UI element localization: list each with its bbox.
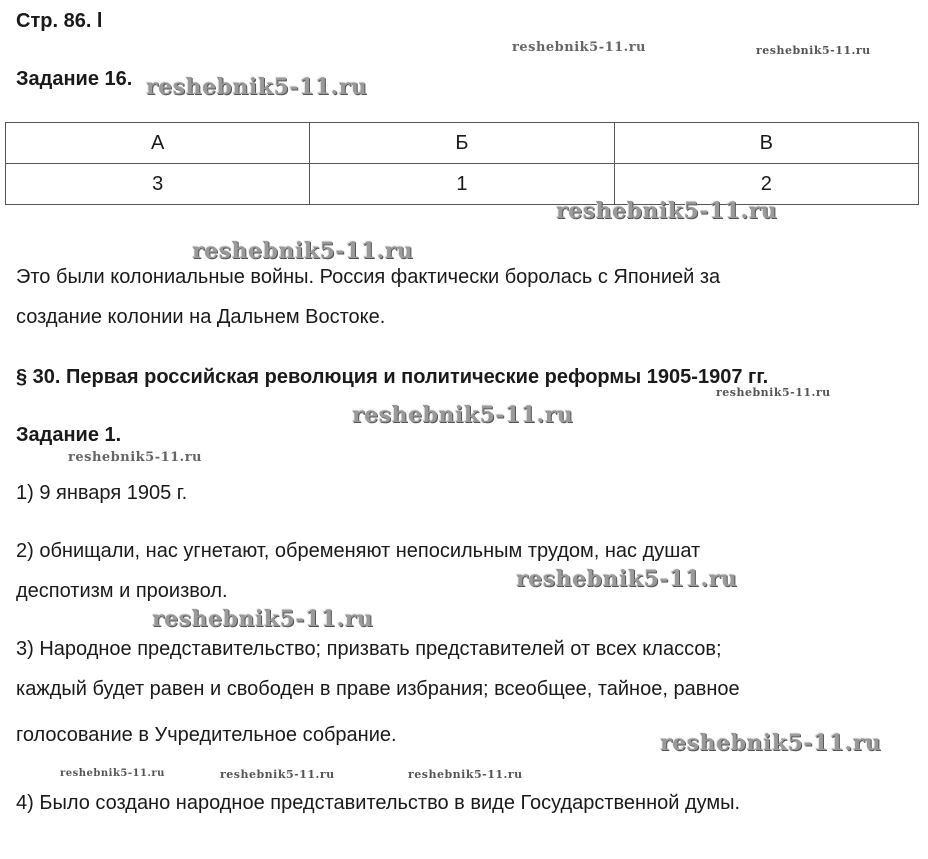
task1-item3-line1: 3) Народное представительство; призвать представителей от всех классов; [16,638,722,660]
table-header-cell: Б [310,123,614,164]
table-header-cell: В [614,123,918,164]
watermark: reshebnik5-11.ru [152,606,374,632]
watermark: reshebnik5-11.ru [556,198,778,224]
task1-item3-line3: голосование в Учредительное собрание. [16,724,397,746]
table-cell: 2 [614,164,918,205]
watermark: reshebnik5-11.ru [756,44,871,57]
answer-table [5,122,919,205]
watermark: reshebnik5-11.ru [408,768,523,781]
watermark: reshebnik5-11.ru [716,386,831,399]
watermark: reshebnik5-11.ru [516,566,738,592]
watermark: reshebnik5-11.ru [60,768,165,779]
task1-item2-line1: 2) обнищали, нас угнетают, обременяют непосильным трудом, нас душат [16,540,701,562]
task1-title: Задание 1. [16,424,122,446]
task1-item2-line2: деспотизм и произвол. [16,580,228,602]
watermark: reshebnik5-11.ru [220,768,335,781]
section-title: § 30. Первая российская революция и политические реформы 1905-1907 гг. [16,366,769,388]
task16-answer-line1: Это были колониальные войны. Россия фактически боролась с Японией за [16,266,721,288]
task16-answer-line2: создание колонии на Дальнем Востоке. [16,306,386,328]
watermark: reshebnik5-11.ru [192,238,414,264]
table-row [6,164,919,205]
task1-item1: 1) 9 января 1905 г. [16,482,188,504]
task1-item3-line2: каждый будет равен и свободен в праве избрания; всеобщее, тайное, равное [16,678,740,700]
watermark: reshebnik5-11.ru [512,40,647,55]
table-cell: 3 [6,164,310,205]
watermark: reshebnik5-11.ru [352,402,574,428]
table-header-cell: А [6,123,310,164]
watermark: reshebnik5-11.ru [68,450,203,465]
page-label: Стр. 86. l [16,10,103,32]
watermark: reshebnik5-11.ru [660,730,882,756]
table-header-row [6,123,919,164]
watermark: reshebnik5-11.ru [146,74,368,100]
table-cell: 1 [310,164,614,205]
task1-item4: 4) Было создано народное представительство в виде Государственной думы. [16,792,741,814]
task16-title: Задание 16. [16,68,133,90]
